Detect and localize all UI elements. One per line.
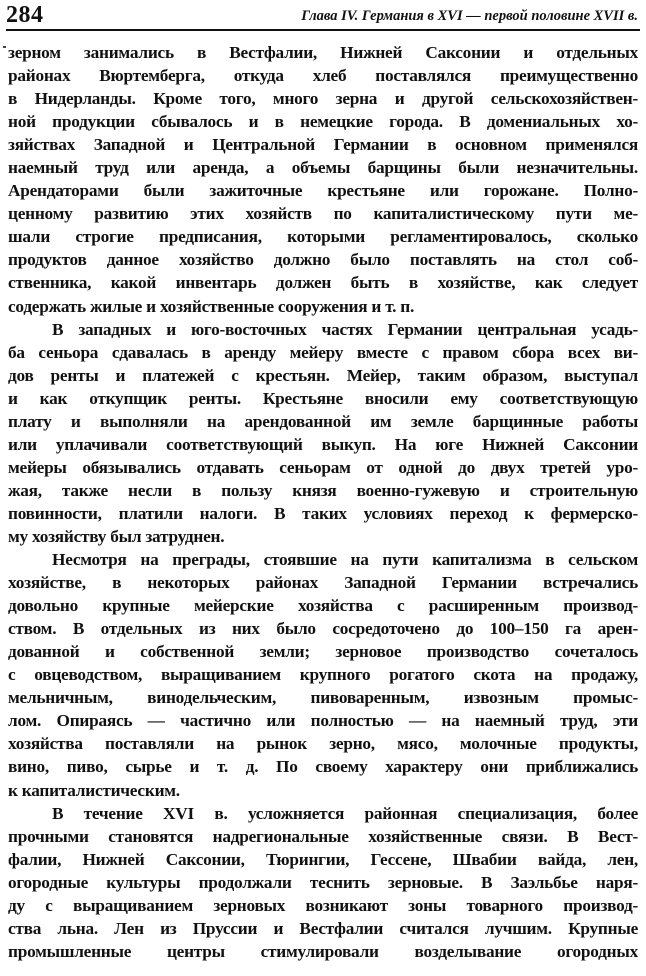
page-header	[0, 0, 646, 30]
text-line: фалии, Нижней Саксонии, Тюрингии, Гессене, Швабии вайда, лен,	[8, 849, 638, 869]
text-line: лом. Опираясь — частично или полностью — на наемный труд, эти	[8, 711, 638, 731]
text-line: продуктов данное хозяйство должно было поставлять на стол соб-	[8, 250, 638, 270]
text-line: Несмотря на преграды, стоявшие на пути капитализма в сельском	[52, 550, 638, 570]
margin-mark	[3, 46, 6, 48]
text-line: и как откупщик ренты. Крестьяне вносили ему соответствующую	[8, 388, 638, 408]
text-line: ства льна. Лен из Пруссии и Вестфалии считался лучшим. Крупные	[8, 918, 638, 938]
text-line: мейеры обязывались отдавать сеньорам от одной до двух третей уро-	[8, 457, 638, 477]
text-line: довольно крупные мейерские хозяйства с расширенным производ-	[8, 596, 638, 616]
text-line: огородные культуры продолжали теснить зерновые. В Заэльбье наря-	[8, 872, 638, 892]
text-line: зерном занимались в Вестфалии, Нижней Саксонии и отдельных	[8, 43, 638, 62]
text-line: хозяйства поставляли на рынок зерно, мясо, молочные продукты,	[8, 734, 638, 754]
paragraph	[8, 548, 638, 802]
text-line: промышленные центры стимулировали возделывание огородных	[8, 941, 638, 961]
text-line: ценному развитию этих хозяйств по капиталистическому пути ме-	[8, 204, 638, 224]
text-line: жая, также несли в пользу князя военно-гужевую и строительную	[8, 480, 638, 500]
text-line: Арендаторами были зажиточные крестьяне или горожане. Полно-	[8, 181, 638, 201]
text-line: наемный труд или аренда, а объемы барщины были незначительны.	[8, 158, 638, 178]
text-line: плату и выполняли на арендованной им земле барщинные работы	[8, 411, 638, 431]
paragraph	[8, 41, 638, 318]
text-line: ством. В отдельных из них было сосредоточено до 100–150 га арен-	[8, 619, 638, 639]
text-line: ственника, какой инвентарь должен быть в хозяйстве, как следует	[8, 273, 638, 293]
text-line: вино, пиво, сырье и т. д. По своему характеру они приближались	[8, 757, 638, 777]
paragraph	[8, 802, 638, 963]
text-line: мельничным, винодельческим, пивоваренным, извозным промыс-	[8, 688, 638, 708]
text-line: ной продукции сбывалось и в немецкие города. В домениальных хо-	[8, 112, 638, 132]
text-line: дов ренты и платежей с крестьян. Мейер, таким образом, выступал	[8, 365, 638, 385]
text-line: В течение XVI в. усложняется районная специализация, более	[52, 803, 638, 823]
text-line: прочными становятся надрегиональные хозяйственные связи. В Вест-	[8, 826, 638, 846]
running-head: Глава IV. Германия в XVI — первой половине XVII в.	[301, 8, 638, 24]
text-line: В западных и юго-восточных частях Германии центральная усадь-	[52, 319, 638, 339]
text-line: дованной и собственной земли; зерновое производство сочеталось	[8, 642, 638, 662]
text-line: ба сеньора сдавалась в аренду мейеру вместе с правом сбора всех ви-	[8, 342, 638, 362]
text-line: ду с выращиванием зерновых возникают зоны товарного производ-	[8, 895, 638, 915]
header-rule	[6, 29, 640, 31]
paragraph	[8, 318, 638, 548]
text-line: шали строгие предписания, которыми регламентировалось, сколько	[8, 227, 638, 247]
text-line: в Нидерланды. Кроме того, много зерна и другой сельскохозяйствен-	[8, 89, 638, 109]
text-line: хозяйстве, в некоторых районах Западной Германии встречались	[8, 573, 638, 593]
text-line: му хозяйству был затруднен.	[8, 526, 225, 546]
text-line: зяйствах Западной и Центральной Германии в основном применялся	[8, 135, 638, 155]
text-line: повинности, платили налоги. В таких условиях переход к фермерско-	[8, 503, 638, 523]
text-line: с овцеводством, выращиванием крупного рогатого скота на продажу,	[8, 665, 638, 685]
page-number: 284	[6, 2, 44, 28]
text-line: к капиталистическим.	[8, 780, 180, 800]
text-line: районах Вюртемберга, откуда хлеб поставлялся преимущественно	[8, 66, 638, 86]
text-line: содержать жилые и хозяйственные сооружения и т. п.	[8, 296, 415, 316]
body-text	[8, 41, 638, 963]
text-line: или уплачивали соответствующий выкуп. На юге Нижней Саксонии	[8, 434, 638, 454]
